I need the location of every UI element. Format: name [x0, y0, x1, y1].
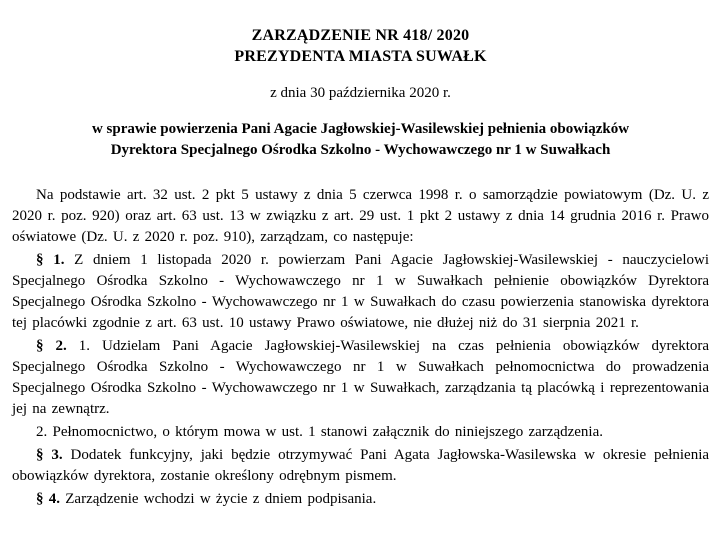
preamble-paragraph: Na podstawie art. 32 ust. 2 pkt 5 ustawy z dnia 5 czerwca 1998 r. o samorządzie powiatowym (Dz. U. z 2020 r. poz. 920) oraz art. 63 ust. 13 w związku z art. 29 ust. 1 pkt 2 ustawy z dnia 14 grudnia 2016 r. Prawo oświatowe (Dz. U. z 2020 r. poz. 910), zarządzam, co następuje:	[12, 187, 709, 245]
document-subject	[12, 119, 709, 161]
section-paragraph-5	[12, 489, 709, 510]
document-subject-line-1: w sprawie powierzenia Pani Agacie Jagłowskiej-Wasilewskiej pełnienia obowiązków	[91, 121, 630, 137]
section-text-1: Z dniem 1 listopada 2020 r. powierzam Pani Agacie Jagłowskiej-Wasilewskiej - nauczycielowi Specjalnego Ośrodka Szkolno - Wychowawczego nr 1 w Suwałkach pełnienie obowiązków Dyrektora Specjalnego Ośrodka Szkolno - Wychowawczego nr 1 w Suwałkach do czasu powierzenia stanowiska dyrektora tej placówki zgodnie z art. 63 ust. 10 ustawy Prawo oświatowe, nie dłużej niż do 31 sierpnia 2021 r.	[12, 252, 710, 331]
section-label-4: § 3.	[36, 447, 63, 463]
document-title	[12, 25, 709, 67]
section-label-1: § 1.	[36, 252, 65, 268]
section-paragraph-1	[12, 250, 709, 334]
section-paragraph-3	[12, 422, 709, 443]
document-body	[12, 185, 709, 510]
section-text-3: 2. Pełnomocnictwo, o którym mowa w ust. 1 stanowi załącznik do niniejszego zarządzenia.	[36, 424, 604, 440]
section-text-2: 1. Udzielam Pani Agacie Jagłowskiej-Wasilewskiej na czas pełnienia obowiązków dyrektora Specjalnego Ośrodka Szkolno - Wychowawczego nr 1 w Suwałkach pełnomocnictwa do prowadzenia Specjalnego Ośrodka Szkolno - Wychowawczego nr 1 w Suwałkach, zarządzania tą placówką i reprezentowania jej na zewnątrz.	[12, 338, 710, 417]
section-label-2: § 2.	[36, 338, 67, 354]
section-paragraph-2	[12, 336, 709, 420]
section-text-5: Zarządzenie wchodzi w życie z dniem podpisania.	[65, 491, 377, 507]
section-paragraph-4	[12, 445, 709, 487]
document-title-line-2: PREZYDENTA MIASTA SUWAŁK	[234, 48, 487, 65]
document-subject-line-2: Dyrektora Specjalnego Ośrodka Szkolno - Wychowawczego nr 1 w Suwałkach	[110, 142, 611, 158]
document-date: z dnia 30 października 2020 r.	[270, 85, 451, 101]
section-label-5: § 4.	[36, 491, 60, 507]
section-text-4: Dodatek funkcyjny, jaki będzie otrzymywać Pani Agata Jagłowska-Wasilewska w okresie pełnienia obowiązków dyrektora, zostanie określony odrębnym pismem.	[12, 447, 710, 484]
document-title-line-1: ZARZĄDZENIE NR 418/ 2020	[251, 27, 470, 44]
